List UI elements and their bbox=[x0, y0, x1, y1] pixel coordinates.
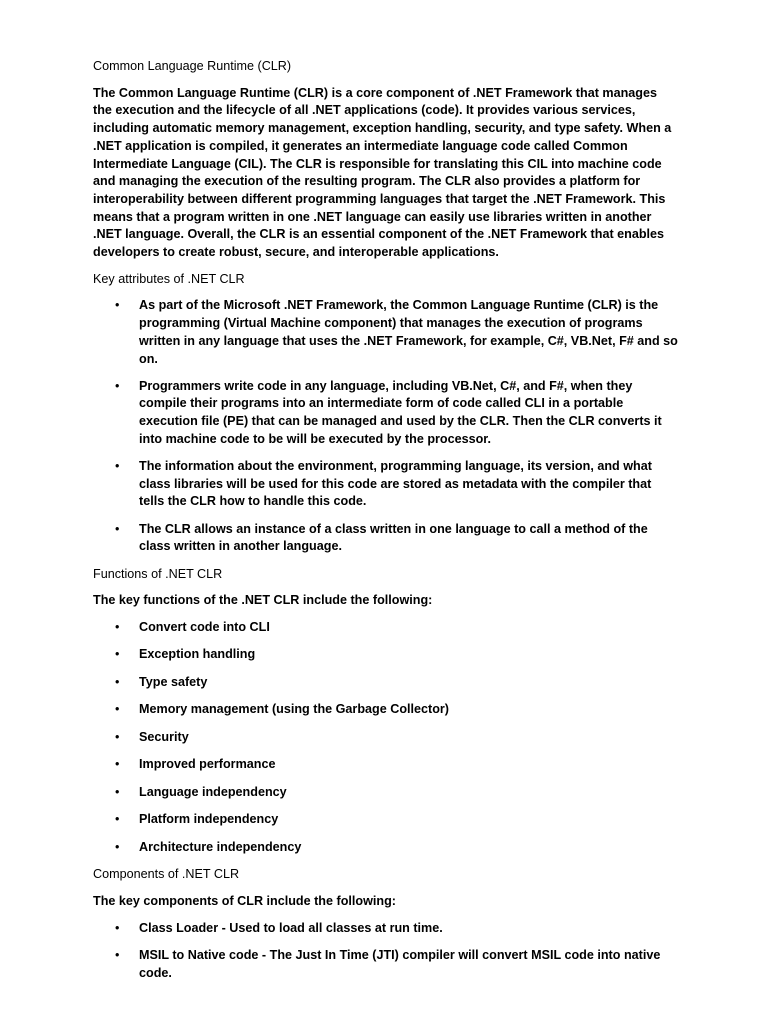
key-attributes-heading: Key attributes of .NET CLR bbox=[93, 271, 245, 286]
list-item bbox=[93, 729, 678, 747]
list-item-text: Exception handling bbox=[139, 647, 256, 662]
list-item-text: The information about the environment, programming language, its version, and what class libraries will be used for this code are stored as metadata with the compiler that tells the CLR how to handle this code. bbox=[139, 459, 652, 509]
bullet-icon: • bbox=[115, 459, 120, 474]
bullet-icon: • bbox=[115, 812, 120, 827]
bullet-icon: • bbox=[115, 757, 120, 772]
list-item bbox=[93, 646, 678, 664]
bullet-icon: • bbox=[115, 839, 120, 854]
bullet-icon: • bbox=[115, 647, 120, 662]
list-item bbox=[93, 521, 678, 556]
list-item-text: As part of the Microsoft .NET Framework, the Common Language Runtime (CLR) is the programming (Virtual Machine component) that manages the execution of programs written in any language that uses the .NET Framework, for example, C#, VB.Net, F# and so on. bbox=[139, 298, 678, 366]
list-item-text: MSIL to Native code - The Just In Time (JTI) compiler will convert MSIL code into native code. bbox=[139, 948, 661, 980]
components-intro: The key components of CLR include the following: bbox=[93, 894, 396, 909]
bullet-icon: • bbox=[115, 619, 120, 634]
list-item-text: Security bbox=[139, 729, 189, 744]
list-item-text: Convert code into CLI bbox=[139, 619, 270, 634]
functions-heading: Functions of .NET CLR bbox=[93, 566, 223, 581]
list-item bbox=[93, 674, 678, 692]
list-item-text: Architecture independency bbox=[139, 839, 302, 854]
bullet-icon: • bbox=[115, 521, 120, 536]
list-item bbox=[93, 839, 678, 857]
bullet-icon: • bbox=[115, 920, 120, 935]
list-item bbox=[93, 458, 678, 511]
bullet-icon: • bbox=[115, 298, 120, 313]
list-item-text: The CLR allows an instance of a class written in one language to call a method of the class written in another language. bbox=[139, 521, 648, 554]
list-item-text: Language independency bbox=[139, 784, 287, 799]
list-item-text: Class Loader - Used to load all classes at run time. bbox=[139, 920, 443, 935]
intro-paragraph: The Common Language Runtime (CLR) is a core component of .NET Framework that manages the execution and the lifecycle of all .NET applications (code). It provides various services, including automatic memory management, exception handling, security, and type safety. When a .NET application is compiled, it generates an intermediate language code called Common Intermediate Language (CIL). The CLR is responsible for translating this CIL into machine code and managing the execution of the resulting program. The CLR also provides a platform for interoperability between different programming languages that target the .NET Framework. This means that a program written in one .NET language can easily use libraries written in another .NET language. Overall, the CLR is an essential component of the .NET Framework that enables developers to create robust, secure, and interoperable applications. bbox=[93, 85, 672, 260]
functions-list bbox=[93, 619, 678, 857]
bullet-icon: • bbox=[115, 729, 120, 744]
document-title: Common Language Runtime (CLR) bbox=[93, 59, 292, 73]
list-item bbox=[93, 619, 678, 637]
list-item bbox=[93, 784, 678, 802]
bullet-icon: • bbox=[115, 702, 120, 717]
functions-intro: The key functions of the .NET CLR include the following: bbox=[93, 593, 433, 608]
bullet-icon: • bbox=[115, 378, 120, 393]
list-item bbox=[93, 947, 678, 982]
key-attributes-list bbox=[93, 297, 678, 556]
list-item bbox=[93, 701, 678, 719]
list-item-text: Memory management (using the Garbage Collector) bbox=[139, 702, 450, 717]
list-item bbox=[93, 920, 678, 938]
list-item bbox=[93, 297, 678, 368]
list-item-text: Programmers write code in any language, including VB.Net, C#, and F#, when they compile their programs into an intermediate form of code called CLI in a portable execution file (PE) that can be managed and used by the CLR. Then the CLR converts it into machine code to be will be executed by the processor. bbox=[139, 378, 662, 446]
bullet-icon: • bbox=[115, 948, 120, 963]
bullet-icon: • bbox=[115, 784, 120, 799]
components-list bbox=[93, 920, 678, 983]
list-item bbox=[93, 378, 678, 449]
components-heading: Components of .NET CLR bbox=[93, 867, 240, 882]
list-item-text: Type safety bbox=[139, 674, 208, 689]
document-page bbox=[93, 58, 678, 992]
list-item-text: Improved performance bbox=[139, 757, 276, 772]
bullet-icon: • bbox=[115, 674, 120, 689]
list-item-text: Platform independency bbox=[139, 812, 279, 827]
list-item bbox=[93, 811, 678, 829]
list-item bbox=[93, 756, 678, 774]
